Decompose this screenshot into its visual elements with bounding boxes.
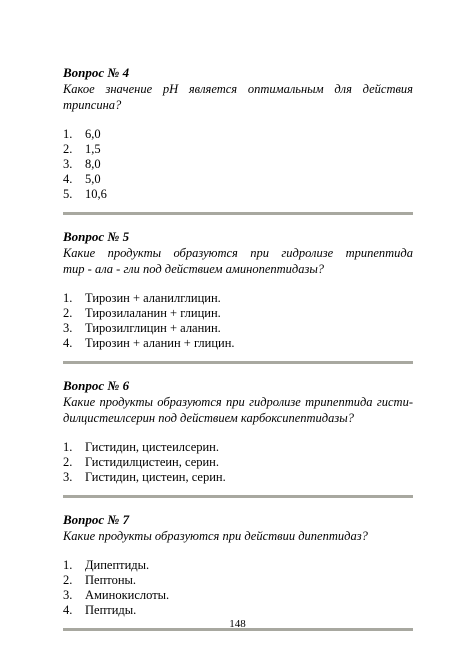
answer-list (63, 127, 413, 202)
answer-text: Пептиды. (85, 603, 137, 617)
question-text-line: дилцистеилсерин под действием карбоксипептидазы? (63, 411, 354, 425)
answer-number: 2. (63, 573, 73, 587)
divider (63, 212, 413, 215)
answer-text: Дипептиды. (85, 558, 150, 572)
answer-list (63, 291, 413, 351)
question-5 (63, 229, 413, 351)
answer-number: 2. (63, 455, 73, 469)
question-text-line: тир - ала - гли под действием аминопептидазы? (63, 262, 325, 276)
answer-text: Гистидин, цистеилсерин. (85, 440, 219, 454)
answer-number: 2. (63, 142, 73, 156)
answer-item (63, 588, 413, 603)
question-7 (63, 512, 413, 618)
answer-item (63, 470, 413, 485)
answer-number: 1. (63, 127, 73, 141)
question-text-line: Какое значение pH является оптимальным для действия трипсина? (63, 82, 413, 112)
question-text (63, 261, 413, 277)
answer-text: Тирозилглицин + аланин. (85, 321, 221, 335)
question-text (63, 394, 413, 410)
question-6 (63, 378, 413, 485)
question-text (63, 81, 413, 113)
answer-number: 5. (63, 187, 73, 201)
answer-text: 5,0 (85, 172, 101, 186)
question-text-line: Какие продукты образуются при гидролизе трипептида (63, 246, 413, 260)
answer-item (63, 558, 413, 573)
answer-item (63, 440, 413, 455)
answer-number: 4. (63, 172, 73, 186)
answer-text: Пептоны. (85, 573, 137, 587)
page-number: 148 (229, 618, 246, 630)
question-title: Вопрос № 7 (63, 512, 130, 527)
answer-text: 10,6 (85, 187, 107, 201)
answer-list (63, 440, 413, 485)
question-4 (63, 65, 413, 202)
answer-list (63, 558, 413, 618)
answer-number: 3. (63, 470, 73, 484)
answer-number: 1. (63, 440, 73, 454)
answer-text: Тирозин + аланин + глицин. (85, 336, 235, 350)
divider (63, 495, 413, 498)
answer-item (63, 172, 413, 187)
divider (63, 361, 413, 364)
answer-number: 3. (63, 157, 73, 171)
answer-text: Тирозин + аланилглицин. (85, 291, 221, 305)
answer-item (63, 455, 413, 470)
answer-item (63, 187, 413, 202)
question-text (63, 410, 413, 426)
answer-text: Гистидин, цистеин, серин. (85, 470, 226, 484)
answer-item (63, 306, 413, 321)
answer-text: 1,5 (85, 142, 101, 156)
answer-item (63, 336, 413, 351)
document-page (63, 65, 413, 645)
answer-item (63, 573, 413, 588)
answer-number: 2. (63, 306, 73, 320)
answer-item (63, 127, 413, 142)
question-text (63, 245, 413, 261)
answer-number: 4. (63, 336, 73, 350)
question-title: Вопрос № 5 (63, 229, 130, 244)
answer-number: 1. (63, 291, 73, 305)
answer-number: 3. (63, 588, 73, 602)
answer-item (63, 291, 413, 306)
question-text-line: Какие продукты образуются при действии дипептидаз? (63, 529, 368, 543)
answer-text: 8,0 (85, 157, 101, 171)
question-title: Вопрос № 4 (63, 65, 130, 80)
answer-item (63, 142, 413, 157)
answer-number: 1. (63, 558, 73, 572)
answer-item (63, 603, 413, 618)
question-text (63, 528, 413, 544)
answer-number: 3. (63, 321, 73, 335)
question-text-line: Какие продукты образуются при гидролизе трипептида гисти- (63, 395, 413, 409)
answer-text: Аминокислоты. (85, 588, 170, 602)
question-title: Вопрос № 6 (63, 378, 130, 393)
answer-text: 6,0 (85, 127, 101, 141)
answer-item (63, 157, 413, 172)
answer-text: Тирозилаланин + глицин. (85, 306, 221, 320)
answer-item (63, 321, 413, 336)
answer-number: 4. (63, 603, 73, 617)
answer-text: Гистидилцистеин, серин. (85, 455, 219, 469)
